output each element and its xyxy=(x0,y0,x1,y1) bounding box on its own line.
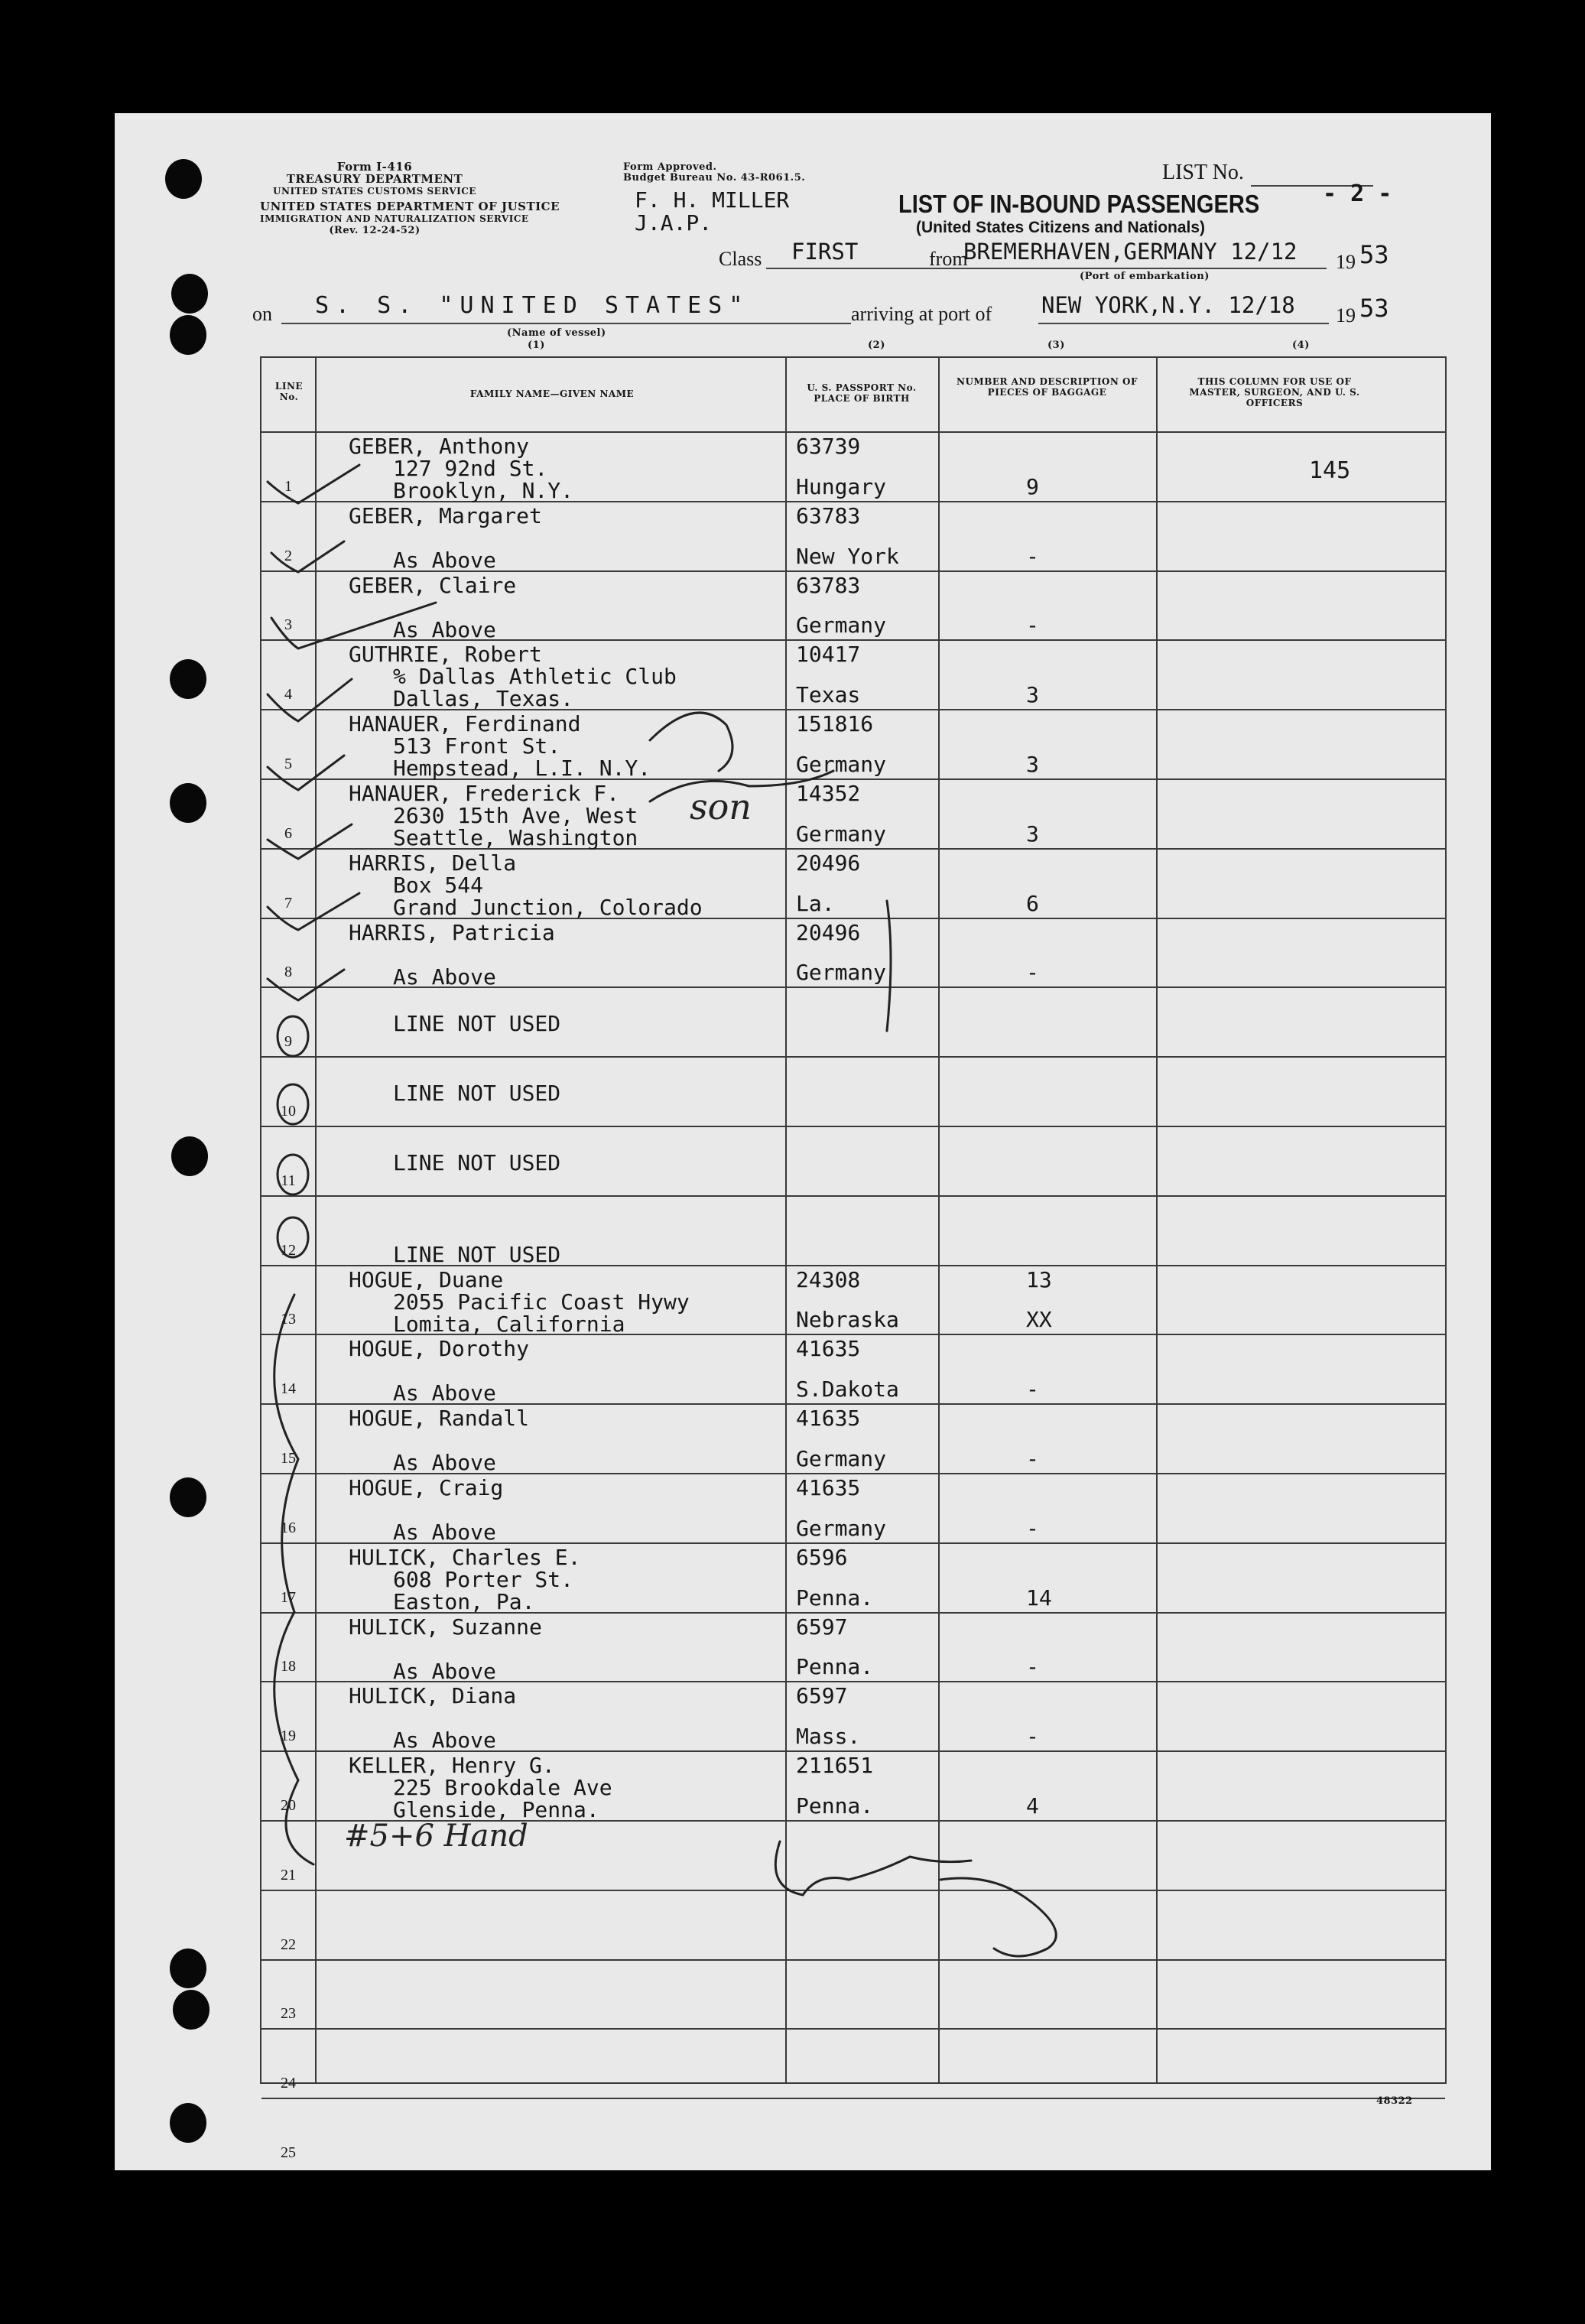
line-number: 1 xyxy=(284,477,292,495)
place-of-birth: Nebraska xyxy=(796,1307,899,1333)
typed-name-2: J.A.P. xyxy=(635,210,713,236)
place-of-birth: Germany xyxy=(796,960,887,986)
line-number: 13 xyxy=(281,1311,296,1328)
passenger-name: HOGUE, Duane xyxy=(349,1266,504,1292)
handwritten-son: son xyxy=(690,786,752,827)
passenger-name: HANAUER, Frederick F. xyxy=(349,781,620,806)
passenger-name: HULICK, Diana xyxy=(349,1683,517,1709)
passenger-address: LINE NOT USED xyxy=(393,1241,561,1267)
baggage-count: 3 xyxy=(1026,821,1039,847)
line-number: 16 xyxy=(281,1519,296,1536)
check-mark xyxy=(271,603,436,648)
vessel-name: S. S. "UNITED STATES" xyxy=(315,292,750,319)
place-of-birth: Germany xyxy=(796,1445,887,1471)
punch-hole xyxy=(170,659,206,699)
passenger-name: HULICK, Charles E. xyxy=(349,1544,581,1570)
revision-label: (Rev. 12-24-52) xyxy=(329,225,421,236)
baggage-count: - xyxy=(1026,1377,1039,1403)
embarkation-value: BREMERHAVEN,GERMANY 12/12 xyxy=(963,239,1298,265)
bracket-mark xyxy=(274,1612,313,1864)
passenger-address: As Above xyxy=(393,547,496,573)
baggage-count: 6 xyxy=(1026,890,1039,916)
passenger-address: LINE NOT USED xyxy=(393,1150,561,1175)
form-approved: Form Approved. xyxy=(623,161,717,173)
passenger-address: As Above xyxy=(393,1450,496,1476)
line-number: 7 xyxy=(284,894,292,912)
col-num-3: (3) xyxy=(1047,340,1065,351)
list-number: - 2 - xyxy=(1323,180,1392,207)
line-number: 21 xyxy=(281,1866,296,1884)
form-subtitle: (United States Citizens and Nationals) xyxy=(916,219,1206,236)
check-mark xyxy=(268,756,344,790)
line-number: 14 xyxy=(281,1380,296,1398)
year2-value: 53 xyxy=(1359,294,1389,323)
passport-number: 20496 xyxy=(796,850,861,876)
place-of-birth: Penna. xyxy=(796,1585,874,1611)
circled-number xyxy=(278,1016,308,1056)
passenger-address: As Above xyxy=(393,1728,496,1754)
place-of-birth: Germany xyxy=(796,751,887,777)
passenger-address: 225 Brookdale Ave xyxy=(393,1775,612,1801)
punch-hole xyxy=(173,1990,209,2030)
passenger-address: Lomita, California xyxy=(393,1311,625,1337)
passenger-name: GUTHRIE, Robert xyxy=(349,642,542,668)
passenger-address: LINE NOT USED xyxy=(393,1011,561,1037)
check-mark xyxy=(268,970,344,1000)
justice-label: UNITED STATES DEPARTMENT OF JUSTICE xyxy=(260,200,560,213)
header-officers: THIS COLUMN FOR USE OF MASTER, SURGEON, AND U. S. OFFICERS xyxy=(1189,376,1360,408)
line-number: 24 xyxy=(281,2075,296,2092)
place-of-birth: Mass. xyxy=(796,1724,861,1750)
form-number: Form I-416 xyxy=(336,160,413,174)
punch-hole xyxy=(170,315,206,355)
officer-note: 145 xyxy=(1309,457,1351,484)
passenger-name: GEBER, Anthony xyxy=(349,434,530,459)
passport-number: 211651 xyxy=(796,1753,874,1779)
vessel-label: (Name of vessel) xyxy=(507,327,606,339)
line-number: 23 xyxy=(281,2005,296,2023)
passenger-name: HULICK, Suzanne xyxy=(349,1614,542,1640)
passport-number: 63739 xyxy=(796,434,861,459)
header-name: FAMILY NAME—GIVEN NAME xyxy=(469,388,635,399)
line-number: 3 xyxy=(284,616,292,634)
place-of-birth: Germany xyxy=(796,821,887,847)
handwritten-note: #5+6 Hand xyxy=(344,1819,528,1854)
passport-number: 63783 xyxy=(796,502,861,528)
baggage-count: - xyxy=(1026,1515,1039,1541)
handwritten-checkmarks xyxy=(115,113,1491,2170)
passport-number: 41635 xyxy=(796,1406,861,1432)
line-number: 4 xyxy=(284,686,292,704)
baggage-count: 3 xyxy=(1026,751,1039,777)
passenger-address: As Above xyxy=(393,1658,496,1684)
passenger-name: KELLER, Henry G. xyxy=(349,1753,555,1779)
line-number: 6 xyxy=(284,824,292,842)
header-line-no: LINE No. xyxy=(274,381,304,402)
typed-name-1: F. H. MILLER xyxy=(635,187,790,213)
place-of-birth: Hungary xyxy=(796,473,887,499)
col-num-4: (4) xyxy=(1292,340,1310,351)
passenger-address: As Above xyxy=(393,616,496,642)
passenger-address: Grand Junction, Colorado xyxy=(393,894,703,920)
passenger-name: HOGUE, Dorothy xyxy=(349,1336,530,1362)
year2-prefix: 19 xyxy=(1336,304,1356,327)
baggage-count: 3 xyxy=(1026,682,1039,708)
line-number: 2 xyxy=(284,547,292,564)
passenger-address: LINE NOT USED xyxy=(393,1081,561,1107)
punch-hole xyxy=(170,2103,206,2143)
year-prefix: 19 xyxy=(1336,251,1356,273)
line-number: 12 xyxy=(281,1241,296,1259)
passenger-address: Easton, Pa. xyxy=(393,1588,535,1614)
passenger-address: As Above xyxy=(393,1520,496,1545)
signature-mark xyxy=(650,713,732,771)
passenger-name: GEBER, Margaret xyxy=(349,502,542,528)
baggage-count: - xyxy=(1026,1445,1039,1471)
baggage-count-annotation: 13 xyxy=(1026,1266,1052,1292)
punch-hole xyxy=(165,159,202,199)
line-number: 9 xyxy=(284,1033,292,1051)
arriving-label: arriving at port of xyxy=(851,303,992,325)
passport-number: 20496 xyxy=(796,919,861,945)
passenger-address: Hempstead, L.I. N.Y. xyxy=(393,756,651,782)
line-number: 22 xyxy=(281,1936,296,1953)
list-no-label: LIST No. xyxy=(1162,161,1244,184)
check-mark xyxy=(268,679,352,721)
baggage-count: 9 xyxy=(1026,473,1039,499)
place-of-birth: Penna. xyxy=(796,1654,874,1680)
passenger-address: Dallas, Texas. xyxy=(393,686,574,712)
line-number: 20 xyxy=(281,1796,296,1814)
line-number: 11 xyxy=(281,1172,296,1189)
line-number: 17 xyxy=(281,1588,296,1606)
signature-mark xyxy=(940,1878,1056,1956)
passenger-address: Glenside, Penna. xyxy=(393,1797,599,1823)
punch-hole xyxy=(170,783,206,823)
from-label: from xyxy=(929,248,968,270)
arrival-port: NEW YORK,N.Y. 12/18 xyxy=(1041,292,1295,318)
passenger-name: HOGUE, Randall xyxy=(349,1406,530,1432)
passport-number: 6597 xyxy=(796,1614,848,1640)
class-value: FIRST xyxy=(791,239,859,265)
place-of-birth: Penna. xyxy=(796,1793,874,1819)
immigration-label: IMMIGRATION AND NATURALIZATION SERVICE xyxy=(260,213,529,224)
place-of-birth: Texas xyxy=(796,682,861,708)
col-num-2: (2) xyxy=(868,340,885,351)
place-of-birth: La. xyxy=(796,890,835,916)
circled-number xyxy=(278,1217,308,1257)
passenger-address: 2055 Pacific Coast Hywy xyxy=(393,1289,690,1315)
passenger-address: As Above xyxy=(393,1380,496,1406)
baggage-count: 4 xyxy=(1026,1793,1039,1819)
treasury-label: TREASURY DEPARTMENT xyxy=(286,172,463,186)
baggage-count: - xyxy=(1026,613,1039,639)
bracket-mark xyxy=(274,1295,298,1612)
passenger-address: 127 92nd St. xyxy=(393,456,548,481)
circled-number xyxy=(278,1084,308,1124)
passenger-manifest-page xyxy=(115,113,1491,2170)
place-of-birth: Germany xyxy=(796,613,887,639)
col-num-1: (1) xyxy=(528,340,545,351)
footer-code: 48322 xyxy=(1376,2095,1413,2107)
passport-number: 6596 xyxy=(796,1544,848,1570)
header-baggage: NUMBER AND DESCRIPTION OF PIECES OF BAGGAGE xyxy=(956,376,1138,398)
check-mark xyxy=(268,824,352,859)
passport-number: 6597 xyxy=(796,1683,848,1709)
passport-number: 10417 xyxy=(796,642,861,668)
passenger-address: 513 Front St. xyxy=(393,733,561,759)
on-label: on xyxy=(252,303,272,325)
passenger-address: Brooklyn, N.Y. xyxy=(393,478,574,503)
baggage-count: - xyxy=(1026,960,1039,986)
passenger-address: Seattle, Washington xyxy=(393,825,638,850)
check-mark xyxy=(268,893,359,930)
check-mark xyxy=(268,465,359,503)
class-label: Class xyxy=(719,248,762,270)
passport-number: 41635 xyxy=(796,1336,861,1362)
place-of-birth: New York xyxy=(796,543,899,569)
line-number: 10 xyxy=(281,1102,296,1120)
passport-number: 24308 xyxy=(796,1266,861,1292)
punch-hole xyxy=(170,1477,206,1517)
bracket-mark xyxy=(887,901,891,1031)
customs-label: UNITED STATES CUSTOMS SERVICE xyxy=(273,186,476,197)
baggage-count: - xyxy=(1026,543,1039,569)
line-number: 19 xyxy=(281,1728,296,1745)
baggage-count: 14 xyxy=(1026,1585,1052,1611)
header-passport: U. S. PASSPORT No. PLACE OF BIRTH xyxy=(807,382,917,404)
passenger-address: As Above xyxy=(393,964,496,990)
passenger-address: % Dallas Athletic Club xyxy=(393,664,677,690)
passenger-name: GEBER, Claire xyxy=(349,572,517,598)
passenger-address: 2630 15th Ave, West xyxy=(393,803,638,828)
line-number: 18 xyxy=(281,1658,296,1676)
passenger-address: 608 Porter St. xyxy=(393,1566,574,1592)
place-of-birth: Germany xyxy=(796,1515,887,1541)
line-number: 15 xyxy=(281,1449,296,1467)
passenger-address: Box 544 xyxy=(393,872,484,898)
signature-mark xyxy=(775,1841,971,1895)
punch-hole xyxy=(171,1136,208,1176)
circled-number xyxy=(278,1155,308,1195)
line-number: 25 xyxy=(281,2144,296,2161)
baggage-count: - xyxy=(1026,1654,1039,1680)
line-number: 5 xyxy=(284,755,292,772)
line-number: 8 xyxy=(284,964,292,981)
passenger-name: HARRIS, Patricia xyxy=(349,919,555,945)
place-of-birth: S.Dakota xyxy=(796,1377,899,1403)
passenger-name: HANAUER, Ferdinand xyxy=(349,711,581,737)
passport-number: 41635 xyxy=(796,1475,861,1500)
passenger-name: HOGUE, Craig xyxy=(349,1475,504,1500)
passport-number: 151816 xyxy=(796,711,874,737)
budget-bureau: Budget Bureau No. 43-R061.5. xyxy=(623,172,806,184)
port-embark-label: (Port of embarkation) xyxy=(1080,271,1210,282)
year-value: 53 xyxy=(1359,240,1389,269)
passenger-name: HARRIS, Della xyxy=(349,850,517,876)
check-mark xyxy=(271,541,344,572)
punch-hole xyxy=(171,274,208,314)
passport-number: 14352 xyxy=(796,781,861,806)
baggage-count: XX xyxy=(1026,1307,1052,1333)
baggage-count: - xyxy=(1026,1724,1039,1750)
punch-hole xyxy=(170,1949,206,1988)
form-title: LIST OF IN-BOUND PASSENGERS xyxy=(898,190,1260,218)
passport-number: 63783 xyxy=(796,572,861,598)
